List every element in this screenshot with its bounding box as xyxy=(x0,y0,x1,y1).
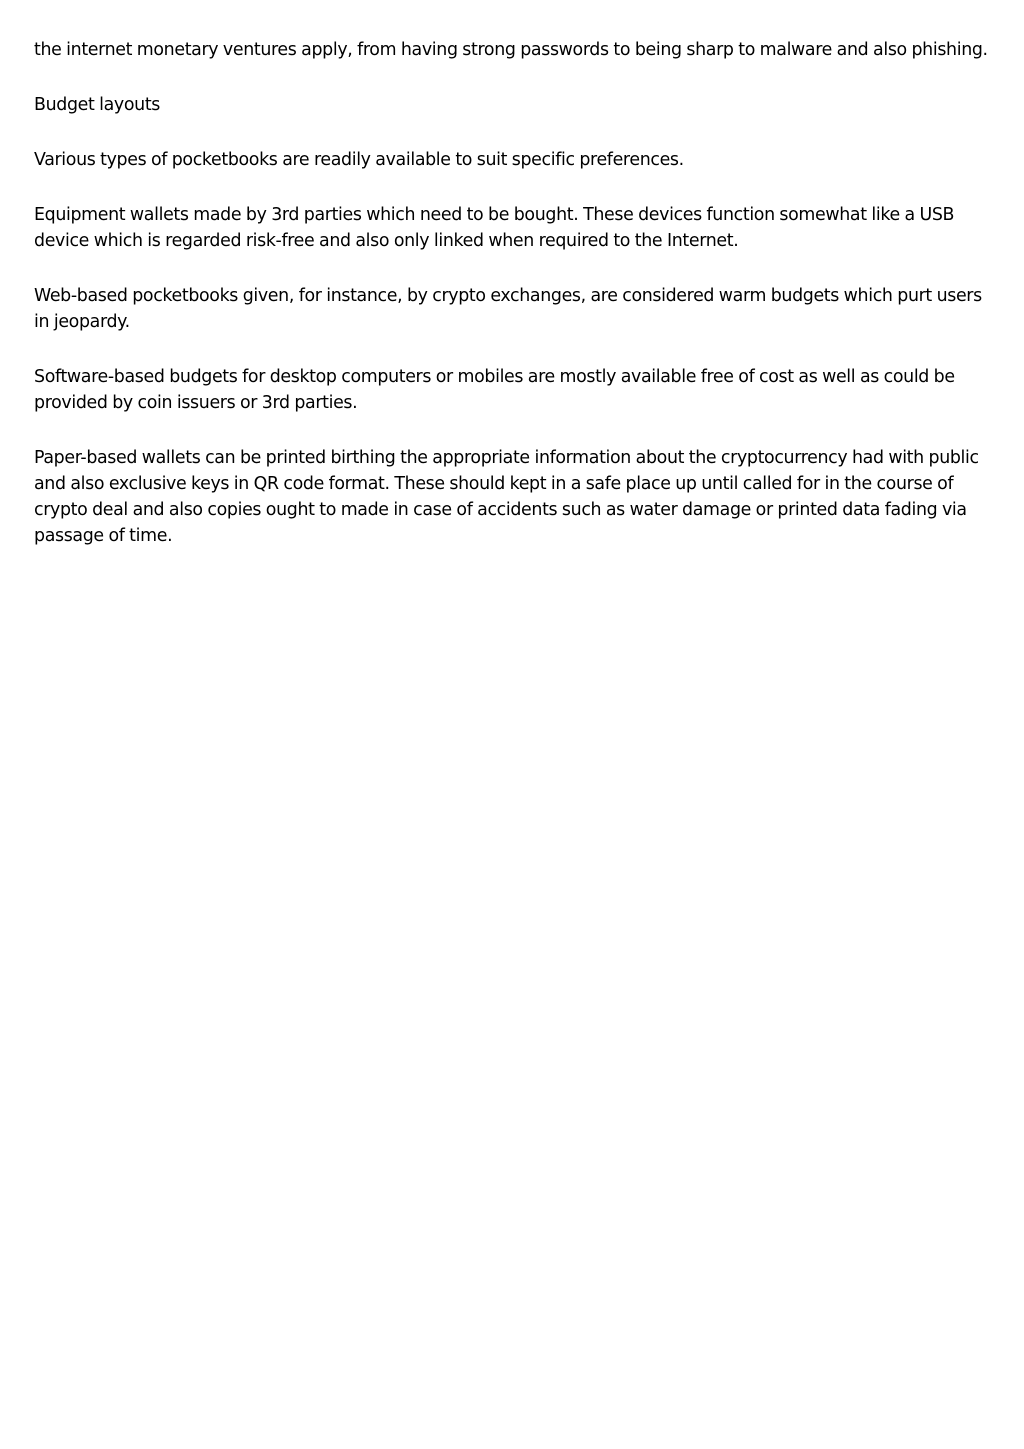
section-heading-budget-layouts: Budget layouts xyxy=(34,95,160,115)
paragraph-hardware-wallets: Equipment wallets made by 3rd parties which need to be bought. These devices function somewhat like a USB device which is regarded risk-free and also only linked when required to the Internet. xyxy=(34,205,955,251)
paragraph-paper-wallets: Paper-based wallets can be printed birthing the appropriate information about the cryptocurrency had with public and also exclusive keys in QR code format. These should kept in a safe place up until called for in the course of crypto deal and also copies ought to made in case of accidents such as water damage or printed data fading via passage of time. xyxy=(34,448,979,546)
paragraph-intro-continuation: the internet monetary ventures apply, from having strong passwords to being sharp to malware and also phishing. xyxy=(34,40,988,60)
paragraph-software-wallets: Software-based budgets for desktop computers or mobiles are mostly available free of cost as well as could be provided by coin issuers or 3rd parties. xyxy=(34,367,955,413)
paragraph-web-wallets: Web-based pocketbooks given, for instance, by crypto exchanges, are considered warm budgets which purt users in jeopardy. xyxy=(34,286,982,332)
paragraph-wallet-types: Various types of pocketbooks are readily available to suit specific preferences. xyxy=(34,150,684,170)
